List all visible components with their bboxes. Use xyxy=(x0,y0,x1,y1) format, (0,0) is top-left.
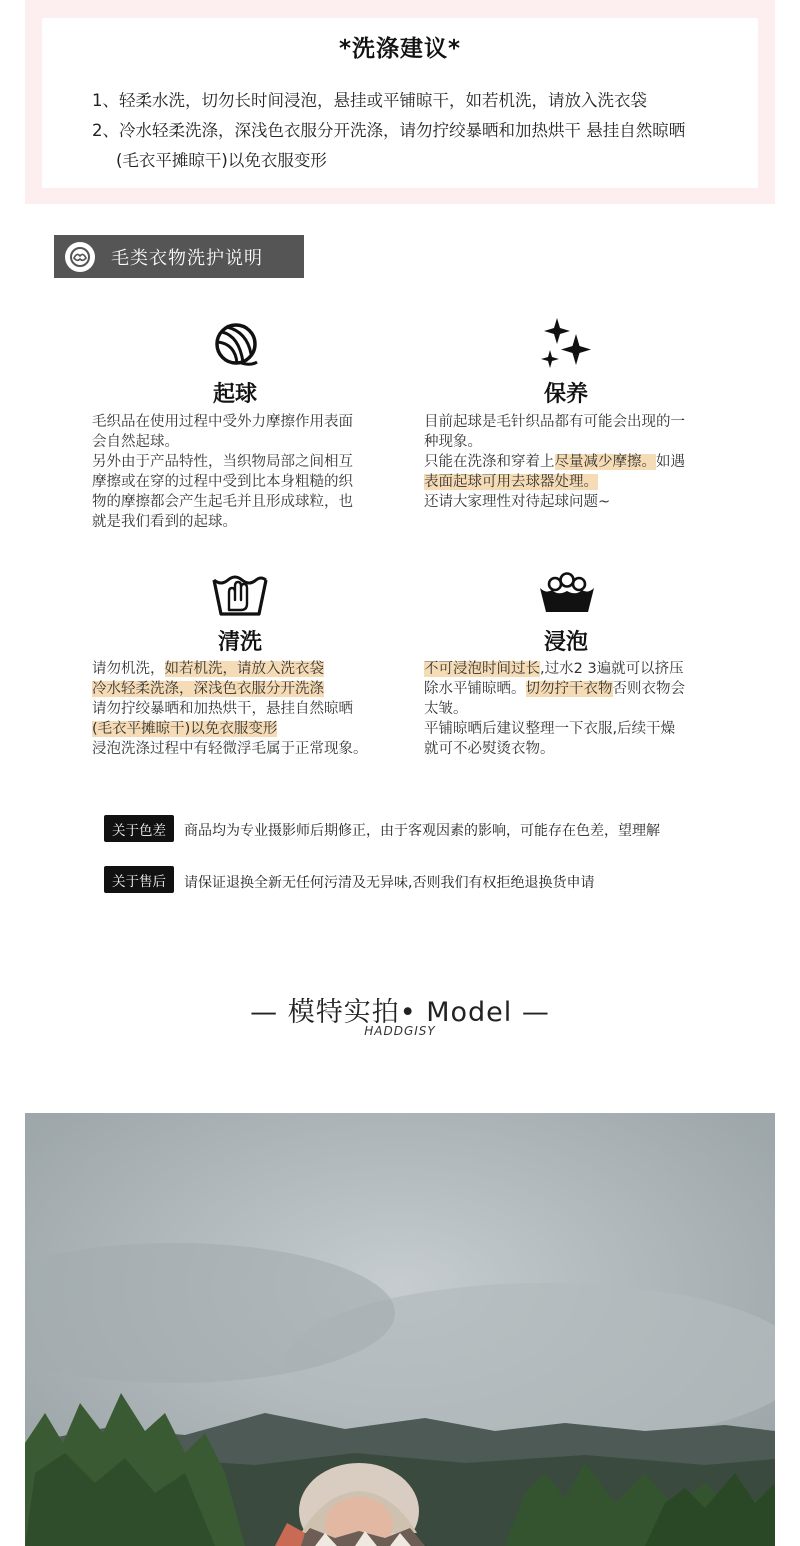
pilling-text xyxy=(92,412,353,532)
hand-wash-icon xyxy=(211,570,269,622)
pilling-line: 毛织品在使用过程中受外力摩擦作用表面 xyxy=(92,414,353,430)
wash-line-3: (毛衣平摊晾干)以免衣服变形 xyxy=(116,151,327,170)
color-diff-tag: 关于色差 xyxy=(104,815,174,842)
soak-basin-icon xyxy=(538,572,596,618)
wash-line-2: 2、冷水轻柔洗涤，深浅色衣服分开洗涤，请勿拧绞暴晒和加热烘干 悬挂自然晾晒 xyxy=(92,121,686,140)
pilling-title: 起球 xyxy=(212,382,257,407)
pilling-line: 就是我们看到的起球。 xyxy=(92,514,237,530)
wash-suggestion-title: *洗涤建议* xyxy=(338,36,462,62)
after-sales-tag: 关于售后 xyxy=(104,866,174,893)
model-photo xyxy=(25,1113,775,1546)
yarn-ball-icon xyxy=(213,322,259,372)
highlight-text: 尽量减少摩擦。 xyxy=(554,454,656,470)
maintenance-line: 还请大家理性对待起球问题~ xyxy=(424,494,611,510)
model-subtitle: HADDGISY xyxy=(364,1024,436,1038)
soaking-line: 就可不必熨烫衣物。 xyxy=(424,741,555,757)
highlight-text: (毛衣平摊晾干)以免衣服变形 xyxy=(92,721,278,737)
soaking-line: 太皱。 xyxy=(424,701,468,717)
mountain-photo-icon xyxy=(25,1113,775,1546)
wash-line-1: 1、轻柔水洗，切勿长时间浸泡，悬挂或平铺晾干，如若机洗，请放入洗衣袋 xyxy=(92,91,647,110)
maintenance-line: 种现象。 xyxy=(424,434,482,450)
washing-line xyxy=(92,659,368,679)
soaking-line: 平铺晾晒后建议整理一下衣服,后续干燥 xyxy=(424,721,676,737)
soaking-text xyxy=(424,659,685,759)
maintenance-title: 保养 xyxy=(543,382,588,407)
maintenance-line: 目前起球是毛针织品都有可能会出现的一 xyxy=(424,414,685,430)
sparkle-icon xyxy=(540,316,592,374)
washing-line: 请勿拧绞暴晒和加热烘干，悬挂自然晾晒 xyxy=(92,701,353,717)
washing-text xyxy=(92,659,368,759)
washing-line: 浸泡洗涤过程中有轻微浮毛属于正常现象。 xyxy=(92,741,368,757)
text-segment: 除水平铺晾晒。 xyxy=(424,681,526,697)
highlight-text: 表面起球可用去球器处理。 xyxy=(424,474,598,490)
wool-icon xyxy=(65,242,95,272)
pilling-line: 另外由于产品特性，当织物局部之间相互 xyxy=(92,454,353,470)
soaking-line xyxy=(424,679,685,699)
section-header xyxy=(54,235,304,278)
soaking-line xyxy=(424,659,685,679)
model-title: — 模特实拍• Model — xyxy=(250,997,550,1028)
pilling-line: 物的摩擦都会产生起毛并且形成球粒，也 xyxy=(92,494,353,510)
maintenance-text xyxy=(424,412,685,512)
washing-title: 清洗 xyxy=(217,630,262,655)
pilling-line: 会自然起球。 xyxy=(92,434,179,450)
section-title: 毛类衣物洗护说明 xyxy=(111,247,263,269)
highlight-text: 冷水轻柔洗涤，深浅色衣服分开洗涤 xyxy=(92,681,324,697)
color-diff-text: 商品均为专业摄影师后期修正，由于客观因素的影响，可能存在色差，望理解 xyxy=(184,823,660,839)
highlight-text: 如若机洗，请放入洗衣袋 xyxy=(164,661,324,677)
text-segment: 如遇 xyxy=(656,454,685,470)
text-segment: 否则衣物会 xyxy=(612,681,685,697)
washing-line xyxy=(92,679,368,699)
maintenance-line xyxy=(424,452,685,472)
maintenance-line xyxy=(424,472,685,492)
text-segment: ,过水2 3遍就可以挤压 xyxy=(540,661,684,677)
washing-line xyxy=(92,719,368,739)
pilling-line: 摩擦或在穿的过程中受到比本身粗糙的织 xyxy=(92,474,353,490)
highlight-text: 切勿拧干衣物 xyxy=(525,681,613,697)
after-sales-text: 请保证退换全新无任何污清及无异味,否则我们有权拒绝退换货申请 xyxy=(184,875,595,891)
highlight-text: 不可浸泡时间过长 xyxy=(424,661,540,677)
text-segment: 请勿机洗， xyxy=(92,661,165,677)
text-segment: 只能在洗涤和穿着上 xyxy=(424,454,555,470)
soaking-title: 浸泡 xyxy=(543,630,588,655)
